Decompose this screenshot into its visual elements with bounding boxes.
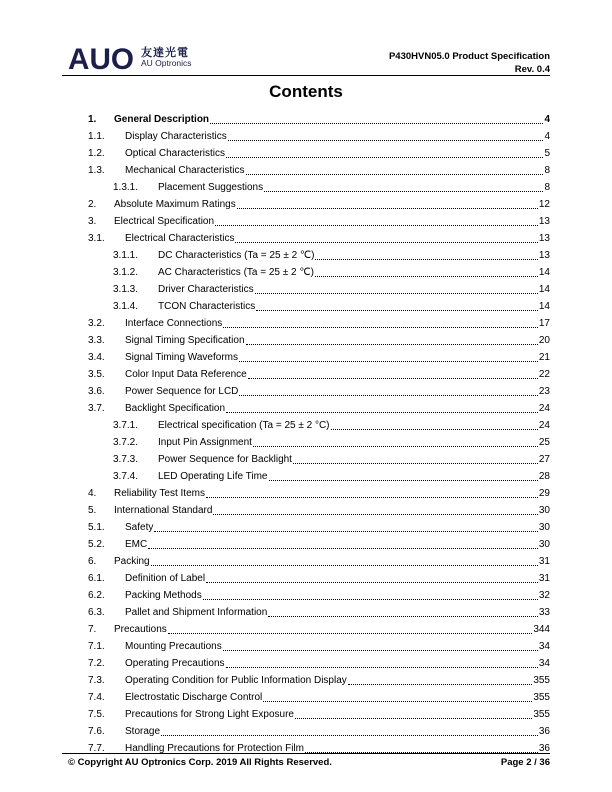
- logo-text: AUO: [68, 43, 134, 72]
- toc-leader-dots: [348, 683, 533, 685]
- toc-entry-label: Placement Suggestions: [158, 182, 264, 193]
- toc-entry-page: 22: [538, 369, 550, 380]
- toc-leader-dots: [161, 734, 538, 736]
- toc-entry-number: 7.: [88, 624, 97, 635]
- toc-entry-number: 5.1.: [88, 522, 105, 533]
- toc-entry-number: 3.1.4.: [113, 301, 139, 312]
- toc-entry-label: Driver Characteristics: [158, 284, 254, 295]
- toc-leader-dots: [168, 632, 533, 634]
- toc-entry[interactable]: [88, 366, 550, 383]
- toc-entry-label: Backlight Specification: [125, 403, 226, 414]
- toc-entry-number: 7.6.: [88, 726, 105, 737]
- toc-entry[interactable]: [88, 451, 550, 468]
- toc-entry-label: Input Pin Assignment: [158, 437, 252, 448]
- toc-entry-page: 27: [538, 454, 550, 465]
- toc-entry-number: 3.1.1.: [113, 250, 139, 261]
- toc-entry-label: Mechanical Characteristics: [125, 165, 245, 176]
- toc-entry-label: International Standard: [114, 505, 213, 516]
- toc-entry-page: 5: [544, 148, 550, 159]
- toc-leader-dots: [223, 326, 538, 328]
- toc-entry-page: 355: [533, 692, 550, 703]
- toc-entry-number: 7.5.: [88, 709, 105, 720]
- toc-entry-number: 6.: [88, 556, 97, 567]
- toc-entry-page: 13: [538, 233, 550, 244]
- toc-entry-number: 3.3.: [88, 335, 105, 346]
- toc-entry-page: 36: [538, 743, 550, 754]
- toc-entry-number: 7.1.: [88, 641, 105, 652]
- toc-entry-label: Electrostatic Discharge Control: [125, 692, 263, 703]
- toc-entry-page: 30: [538, 522, 550, 533]
- toc-entry-number: 3.7.2.: [113, 437, 139, 448]
- toc-entry-page: 30: [538, 539, 550, 550]
- toc-entry[interactable]: [88, 128, 550, 145]
- toc-entry-number: 3.6.: [88, 386, 105, 397]
- toc-entry[interactable]: [88, 740, 550, 757]
- toc-entry-number: 1.3.1.: [113, 182, 139, 193]
- toc-entry-label: Precautions for Strong Light Exposure: [125, 709, 294, 720]
- page-number: Page 2 / 36: [500, 757, 550, 768]
- toc-entry-page: 25: [538, 437, 550, 448]
- toc-entry-page: 34: [538, 641, 550, 652]
- toc-entry-number: 3.5.: [88, 369, 105, 380]
- toc-entry[interactable]: [88, 383, 550, 400]
- toc-entry-label: Electrical Specification: [114, 216, 215, 227]
- toc-entry[interactable]: [88, 196, 550, 213]
- toc-entry-number: 5.: [88, 505, 97, 516]
- toc-entry-page: 31: [538, 573, 550, 584]
- toc-entry-number: 3.2.: [88, 318, 105, 329]
- toc-entry-page: 13: [538, 216, 550, 227]
- company-name-en: AU Optronics: [141, 58, 192, 68]
- toc-entry-page: 4: [544, 114, 550, 125]
- toc-leader-dots: [253, 445, 538, 447]
- toc-entry-page: 355: [533, 675, 550, 686]
- toc-entry-label: Packing Methods: [125, 590, 202, 601]
- toc-entry[interactable]: [88, 179, 550, 196]
- toc-leader-dots: [223, 649, 538, 651]
- toc-entry[interactable]: [88, 468, 550, 485]
- toc-entry-number: 3.4.: [88, 352, 105, 363]
- toc-entry-page: 24: [538, 420, 550, 431]
- toc-entry-label: DC Characteristics (Ta = 25 ± 2 ℃): [158, 250, 315, 261]
- toc-entry[interactable]: [88, 400, 550, 417]
- toc-entry[interactable]: [88, 570, 550, 587]
- toc-entry[interactable]: [88, 519, 550, 536]
- toc-entry[interactable]: [88, 723, 550, 740]
- toc-leader-dots: [228, 139, 544, 141]
- toc-entry-page: 8: [544, 165, 550, 176]
- toc-entry-number: 3.: [88, 216, 97, 227]
- toc-entry[interactable]: [88, 145, 550, 162]
- toc-entry-page: 14: [538, 284, 550, 295]
- toc-entry-number: 7.3.: [88, 675, 105, 686]
- toc-entry-page: 12: [538, 199, 550, 210]
- toc-entry-number: 6.1.: [88, 573, 105, 584]
- toc-entry-label: Absolute Maximum Ratings: [114, 199, 236, 210]
- toc-entry-page: 31: [538, 556, 550, 567]
- toc-entry[interactable]: [88, 672, 550, 689]
- toc-entry-page: 355: [533, 709, 550, 720]
- toc-entry-page: 30: [538, 505, 550, 516]
- toc-entry-number: 1.1.: [88, 131, 105, 142]
- toc-leader-dots: [246, 343, 538, 345]
- toc-entry-number: 6.2.: [88, 590, 105, 601]
- toc-leader-dots: [264, 190, 543, 192]
- toc-entry-page: 14: [538, 267, 550, 278]
- toc-entry-number: 5.2.: [88, 539, 105, 550]
- toc-entry-label: Packing: [114, 556, 150, 567]
- doc-header: [389, 50, 550, 76]
- toc-entry[interactable]: [88, 485, 550, 502]
- toc-entry-number: 3.1.2.: [113, 267, 139, 278]
- company-logo: [68, 42, 228, 72]
- toc-entry-number: 7.7.: [88, 743, 105, 754]
- toc-leader-dots: [226, 411, 538, 413]
- toc-entry-number: 1.3.: [88, 165, 105, 176]
- doc-revision: Rev. 0.4: [514, 64, 550, 75]
- toc-entry-label: Interface Connections: [125, 318, 223, 329]
- toc-entry-label: Signal Timing Waveforms: [125, 352, 238, 363]
- toc-entry-page: 33: [538, 607, 550, 618]
- toc-entry-page: 28: [538, 471, 550, 482]
- toc-leader-dots: [213, 513, 537, 515]
- toc-entry-number: 1.: [88, 114, 97, 125]
- toc-leader-dots: [256, 309, 538, 311]
- toc-leader-dots: [248, 377, 538, 379]
- toc-entry-page: 23: [538, 386, 550, 397]
- toc-entry-label: TCON Characteristics: [158, 301, 256, 312]
- copyright-notice: © Copyright AU Optronics Corp. 2019 All Rights Reserved.: [68, 757, 332, 768]
- toc-entry[interactable]: [88, 162, 550, 179]
- toc-entry[interactable]: [88, 536, 550, 553]
- toc-entry-number: 3.7.4.: [113, 471, 139, 482]
- toc-entry-page: 34: [538, 658, 550, 669]
- toc-leader-dots: [215, 224, 538, 226]
- toc-entry[interactable]: [88, 621, 550, 638]
- toc-leader-dots: [268, 615, 538, 617]
- toc-leader-dots: [239, 360, 538, 362]
- toc-entry-label: Color Input Data Reference: [125, 369, 247, 380]
- toc-entry[interactable]: [88, 281, 550, 298]
- toc-leader-dots: [269, 479, 538, 481]
- toc-entry[interactable]: [88, 332, 550, 349]
- footer-divider: [62, 753, 550, 754]
- toc-entry-label: Pallet and Shipment Information: [125, 607, 268, 618]
- toc-entry[interactable]: [88, 230, 550, 247]
- toc-entry[interactable]: [88, 553, 550, 570]
- toc-entry-label: General Description: [114, 114, 210, 125]
- toc-entry[interactable]: [88, 638, 550, 655]
- toc-leader-dots: [263, 700, 532, 702]
- toc-entry-number: 3.7.: [88, 403, 105, 414]
- toc-entry[interactable]: [88, 689, 550, 706]
- toc-entry[interactable]: [88, 315, 550, 332]
- doc-title: P430HVN05.0 Product Specification: [388, 51, 550, 62]
- toc-entry-number: 3.1.3.: [113, 284, 139, 295]
- toc-entry-number: 4.: [88, 488, 97, 499]
- toc-entry[interactable]: [88, 417, 550, 434]
- toc-leader-dots: [148, 547, 538, 549]
- toc-entry[interactable]: [88, 587, 550, 604]
- auo-logo-icon: [68, 42, 136, 72]
- toc-entry-label: Signal Timing Specification: [125, 335, 245, 346]
- toc-entry[interactable]: [88, 434, 550, 451]
- toc-entry-label: EMC: [125, 539, 148, 550]
- toc-entry-label: Display Characteristics: [125, 131, 227, 142]
- toc-leader-dots: [237, 207, 538, 209]
- toc-entry-label: LED Operating Life Time: [158, 471, 268, 482]
- toc-entry-label: Safety: [125, 522, 154, 533]
- toc-entry[interactable]: [88, 655, 550, 672]
- toc-entry-label: Handling Precautions for Protection Film: [125, 743, 304, 754]
- toc-entry-label: Operating Precautions: [125, 658, 225, 669]
- toc-leader-dots: [255, 292, 538, 294]
- company-name-cjk: 友達光電: [141, 47, 189, 59]
- toc-leader-dots: [239, 394, 537, 396]
- page-title: Contents: [269, 82, 343, 101]
- toc-entry[interactable]: [88, 298, 550, 315]
- toc-entry-page: 29: [538, 488, 550, 499]
- toc-entry-number: 3.7.1.: [113, 420, 139, 431]
- toc-entry[interactable]: [88, 264, 550, 281]
- toc-entry-page: 24: [538, 403, 550, 414]
- toc-leader-dots: [293, 462, 538, 464]
- toc-entry-label: Storage: [125, 726, 161, 737]
- toc-entry-page: 36: [538, 726, 550, 737]
- toc-entry-number: 3.7.3.: [113, 454, 139, 465]
- toc-entry[interactable]: [88, 247, 550, 264]
- table-of-contents: [88, 111, 550, 757]
- toc-leader-dots: [246, 173, 544, 175]
- toc-entry-label: Operating Condition for Public Information Display: [125, 675, 347, 686]
- toc-entry-page: 14: [538, 301, 550, 312]
- toc-entry-page: 8: [544, 182, 550, 193]
- toc-leader-dots: [315, 258, 537, 260]
- toc-entry-label: Definition of Label: [125, 573, 206, 584]
- toc-entry-page: 344: [533, 624, 550, 635]
- toc-entry-label: Optical Characteristics: [125, 148, 226, 159]
- toc-leader-dots: [210, 122, 543, 124]
- toc-leader-dots: [315, 275, 538, 277]
- header-divider: [62, 75, 550, 76]
- toc-entry[interactable]: [88, 111, 550, 128]
- toc-entry[interactable]: [88, 349, 550, 366]
- toc-entry-number: 1.2.: [88, 148, 105, 159]
- toc-entry-number: 7.4.: [88, 692, 105, 703]
- toc-leader-dots: [295, 717, 532, 719]
- toc-entry-label: Electrical specification (Ta = 25 ± 2 °C): [158, 420, 330, 431]
- toc-entry-number: 3.1.: [88, 233, 105, 244]
- toc-entry-page: 21: [538, 352, 550, 363]
- toc-entry-page: 17: [538, 318, 550, 329]
- toc-leader-dots: [154, 530, 538, 532]
- toc-leader-dots: [203, 598, 538, 600]
- toc-leader-dots: [226, 666, 538, 668]
- toc-entry[interactable]: [88, 213, 550, 230]
- toc-leader-dots: [151, 564, 538, 566]
- toc-entry-label: AC Characteristics (Ta = 25 ± 2 ℃): [158, 267, 314, 278]
- toc-entry-label: Electrical Characteristics: [125, 233, 235, 244]
- toc-entry-label: Precautions: [114, 624, 167, 635]
- toc-leader-dots: [235, 241, 537, 243]
- toc-entry-label: Power Sequence for LCD: [125, 386, 239, 397]
- toc-entry-number: 7.2.: [88, 658, 105, 669]
- toc-entry-label: Power Sequence for Backlight: [158, 454, 292, 465]
- toc-leader-dots: [331, 428, 538, 430]
- toc-entry-number: 6.3.: [88, 607, 105, 618]
- toc-entry-label: Reliability Test Items: [114, 488, 205, 499]
- toc-entry[interactable]: [88, 502, 550, 519]
- toc-leader-dots: [226, 156, 543, 158]
- toc-entry[interactable]: [88, 706, 550, 723]
- toc-entry-page: 13: [538, 250, 550, 261]
- toc-entry-label: Mounting Precautions: [125, 641, 222, 652]
- toc-leader-dots: [206, 581, 538, 583]
- toc-entry[interactable]: [88, 604, 550, 621]
- toc-leader-dots: [206, 496, 538, 498]
- toc-entry-number: 2.: [88, 199, 97, 210]
- toc-entry-page: 32: [538, 590, 550, 601]
- toc-entry-page: 20: [538, 335, 550, 346]
- toc-entry-page: 4: [544, 131, 550, 142]
